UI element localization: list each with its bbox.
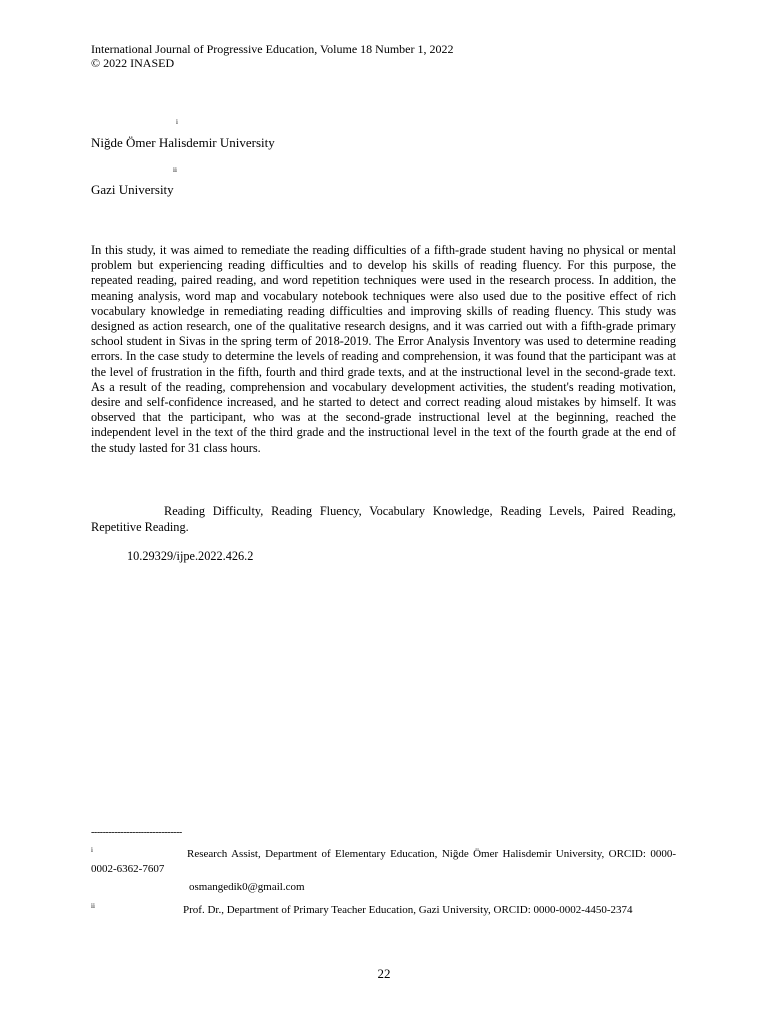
- footnote-rule: -------------------------------: [91, 827, 182, 838]
- affiliation-marker-2: ii: [173, 166, 177, 174]
- doi-text: 10.29329/ijpe.2022.426.2: [127, 549, 254, 563]
- footnote-email[interactable]: osmangedik0@gmail.com: [189, 881, 305, 893]
- copyright-line: © 2022 INASED: [91, 56, 175, 70]
- footnote-2-text: Prof. Dr., Department of Primary Teacher Education, Gazi University, ORCID: 0000-0002-4450-2374: [183, 904, 633, 916]
- footnote-2: [91, 899, 676, 918]
- journal-header: International Journal of Progressive Education, Volume 18 Number 1, 2022: [91, 42, 454, 56]
- keywords-text: Reading Difficulty, Reading Fluency, Vocabulary Knowledge, Reading Levels, Paired Reading, Repetitive Reading.: [91, 504, 676, 534]
- page-number: 22: [377, 966, 391, 981]
- affiliation-marker-1: i: [176, 118, 178, 126]
- abstract-text: In this study, it was aimed to remediate the reading difficulties of a fifth-grade student having no physical or mental problem but experiencing reading difficulties and to develop his skills of reading fluency. For this purpose, the repeated reading, paired reading, and word repetition techniques were used in the research process. In addition, the meaning analysis, word map and vocabulary notebook techniques were also used due to the positive effect of rich vocabulary knowledge in remediating reading difficulties and improving skills of reading fluency. This study was designed as action research, one of the qualitative research designs, and it was carried out with a fifth-grade primary school student in Sivas in the spring term of 2018-2019. The Error Analysis Inventory was used to determine reading errors. In the case study to determine the levels of reading and comprehension, it was found that the participant was at the level of frustration in the fifth, fourth and third grade texts, and at the instructional level in the second-grade text. As a result of the reading, comprehension and vocabulary development activities, the student's reading motivation, desire and self-confidence increased, and he started to detect and correct reading aloud mistakes by himself. It was observed that the participant, who was at the second-grade instructional level at the beginning, reached the independent level in the text of the third grade and the instructional level in the text of the fourth grade at the end of the study lasted for 31 class hours.: [91, 243, 676, 455]
- footnote-marker-2: ii: [91, 902, 95, 910]
- footnote-1: [91, 843, 676, 877]
- footnote-marker-1: i: [91, 846, 93, 854]
- footnote-1-text: Research Assist, Department of Elementary Education, Niğde Ömer Halisdemir University, ORCID: 0000-0002-6362-7607: [91, 848, 676, 875]
- affiliation-1: Niğde Ömer Halisdemir University: [91, 135, 275, 150]
- affiliation-2: Gazi University: [91, 182, 174, 197]
